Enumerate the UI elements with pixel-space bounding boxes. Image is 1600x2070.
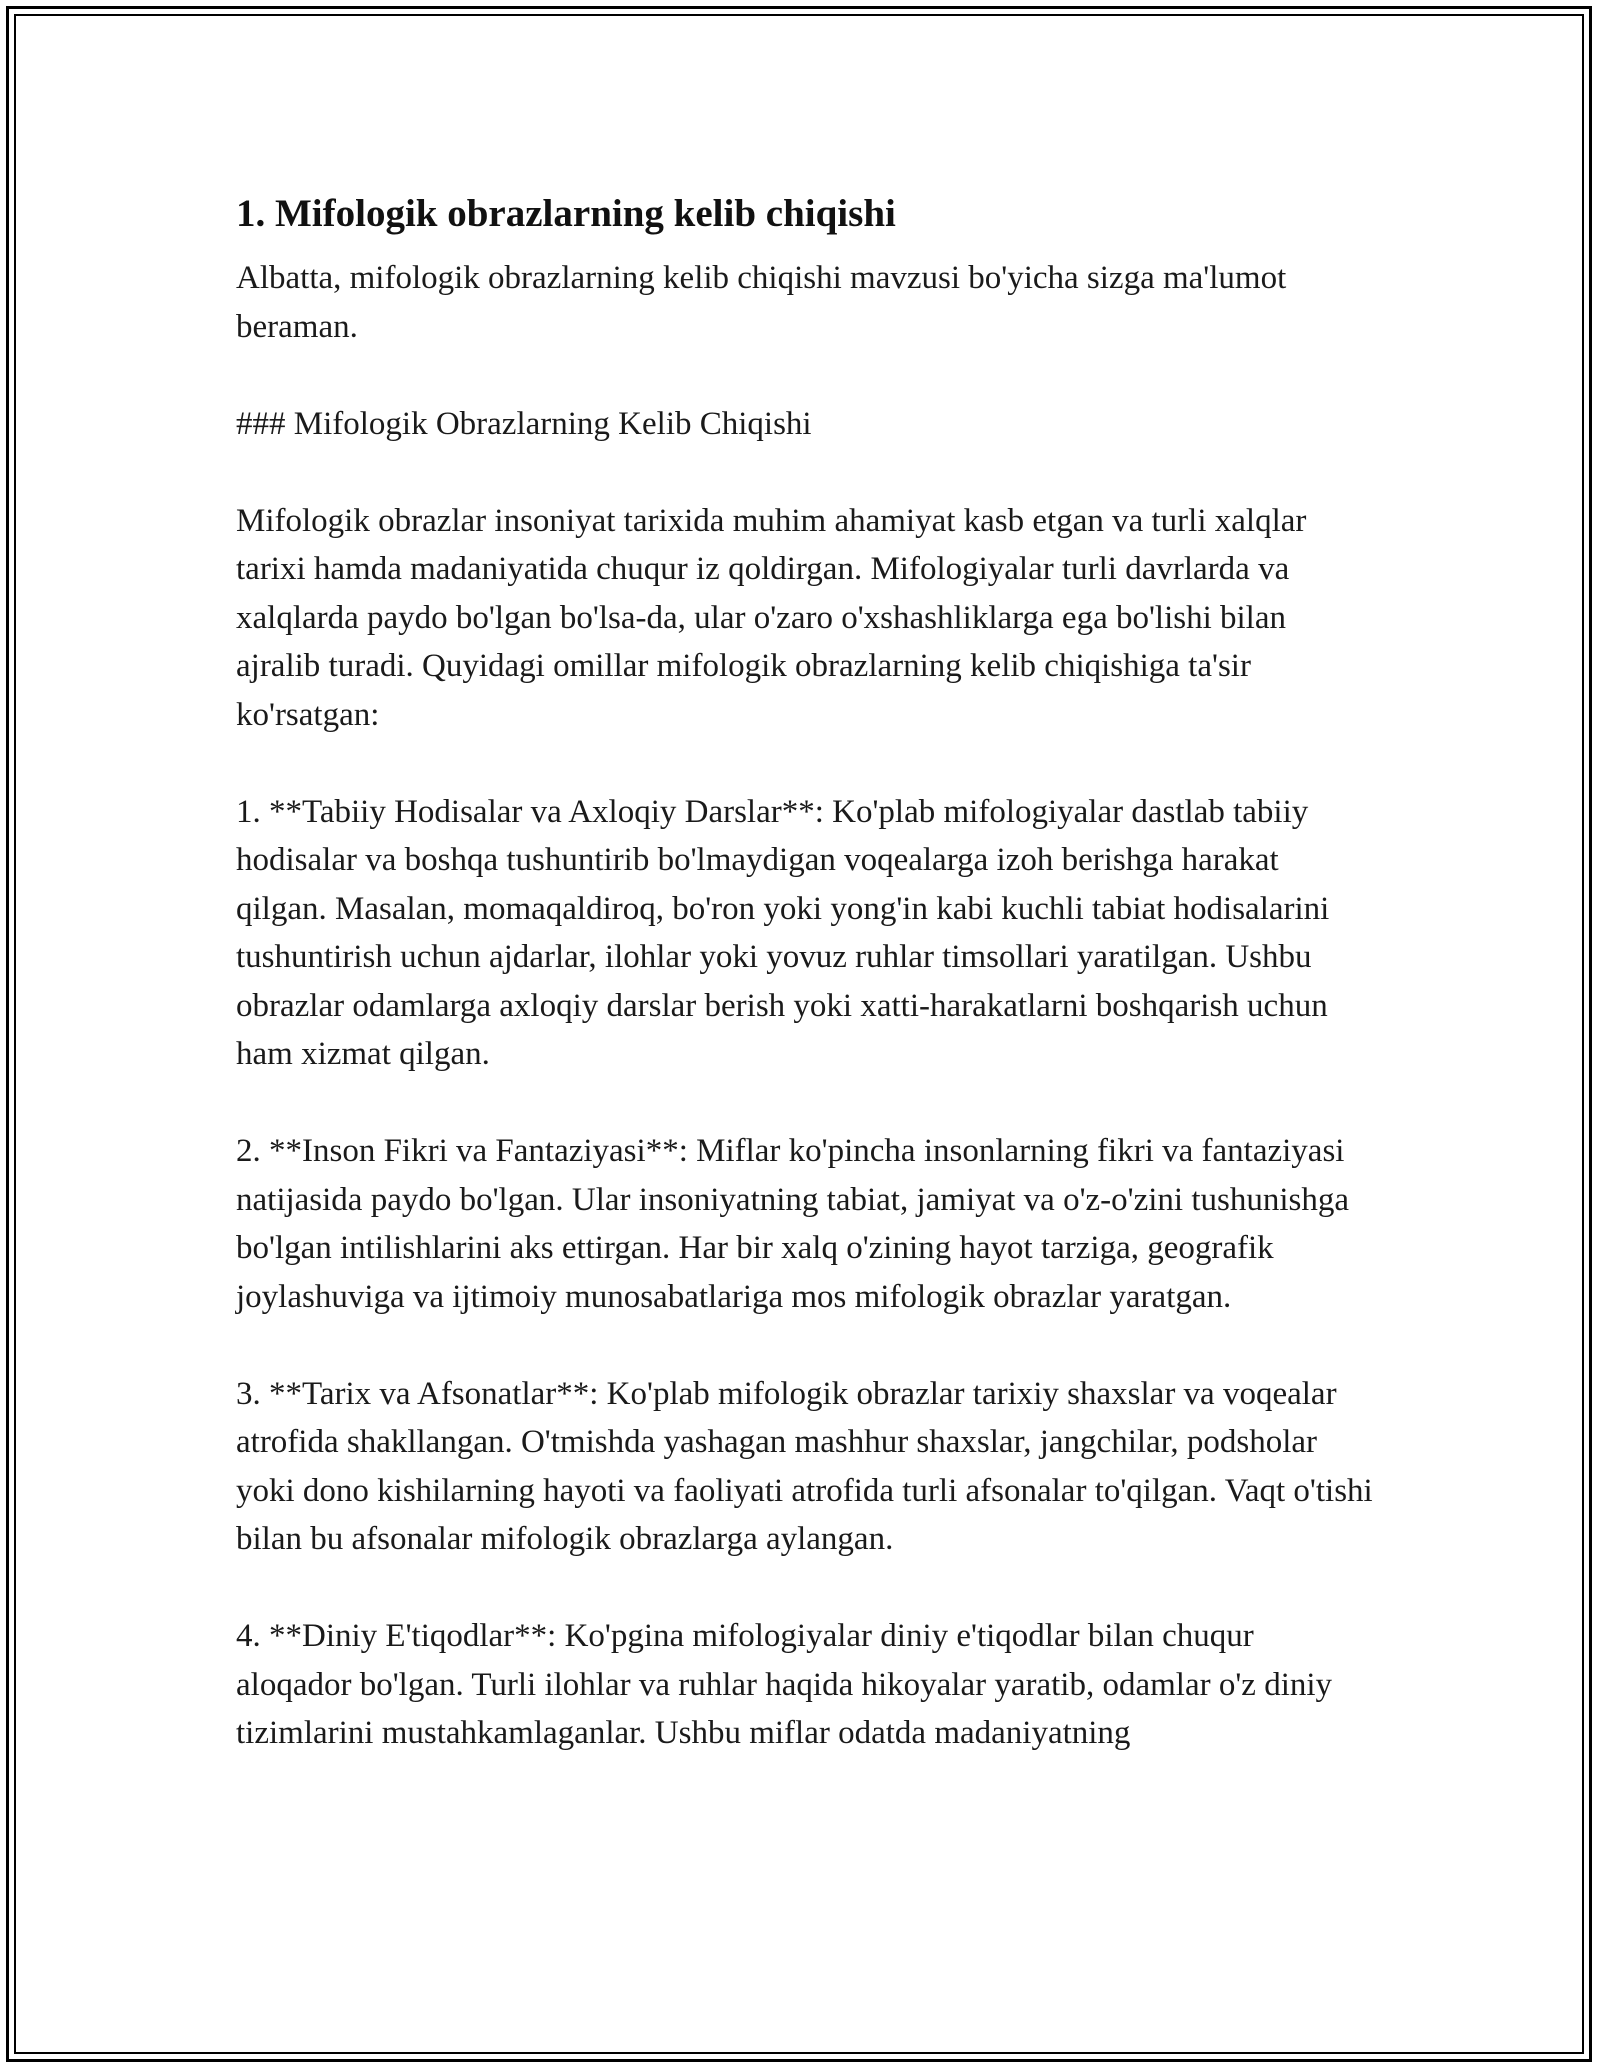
- paragraph-item-3: 3. **Tarix va Afsonatlar**: Ko'plab mifologik obrazlar tarixiy shaxslar va voqealar atrofida shakllangan. O'tmishda yashagan mashhur shaxslar, jangchilar, podsholar yoki dono kishilarning hayoti va faoliyati atrofida turli afsonalar to'qilgan. Vaqt o'tishi bilan bu afsonalar mifologik obrazlarga aylangan.: [236, 1375, 1381, 1557]
- document-title: 1. Mifologik obrazlarning kelib chiqishi: [236, 192, 896, 235]
- paragraph-subheading: ### Mifologik Obrazlarning Kelib Chiqishi: [236, 405, 812, 442]
- paragraph-item-4: 4. **Diniy E'tiqodlar**: Ko'pgina mifologiyalar diniy e'tiqodlar bilan chuqur aloqador bo'lgan. Turli ilohlar va ruhlar haqida hikoyalar yaratib, odamlar o'z diniy tizimlarini mustahkamlaganlar. Ushbu miflar odatda madaniyatning: [236, 1618, 1341, 1751]
- paragraph-intro: Albatta, mifologik obrazlarning kelib chiqishi mavzusi bo'yicha sizga ma'lumot beraman.: [236, 260, 1295, 345]
- document-body: [236, 186, 1381, 1806]
- paragraph-overview: Mifologik obrazlar insoniyat tarixida muhim ahamiyat kasb etgan va turli xalqlar tarixi hamda madaniyatida chuqur iz qoldirgan. Mifologiyalar turli davrlarda va xalqlarda paydo bo'lgan bo'lsa-da, ular o'zaro o'xshashliklarga ega bo'lishi bilan ajralib turadi. Quyidagi omillar mifologik obrazlarning kelib chiqishiga ta'sir ko'rsatgan:: [236, 502, 1315, 733]
- paragraph-item-1: 1. **Tabiiy Hodisalar va Axloqiy Darslar**: Ko'plab mifologiyalar dastlab tabiiy hodisalar va boshqa tushuntirib bo'lmaydigan voqealarga izoh berishga harakat qilgan. Masalan, momaqaldiroq, bo'ron yoki yong'in kabi kuchli tabiat hodisalarini tushuntirish uchun ajdarlar, ilohlar yoki yovuz ruhlar timsollari yaratilgan. Ushbu obrazlar odamlarga axloqiy darslar berish yoki xatti-harakatlarni boshqarish uchun ham xizmat qilgan.: [236, 793, 1338, 1072]
- paragraph-item-2: 2. **Inson Fikri va Fantaziyasi**: Miflar ko'pincha insonlarning fikri va fantaziyasi natijasida paydo bo'lgan. Ular insoniyatning tabiat, jamiyat va o'z-o'zini tushunishga bo'lgan intilishlarini aks ettirgan. Har bir xalq o'zining hayot tarziga, geografik joylashuviga va ijtimoiy munosabatlariga mos mifologik obrazlar yaratgan.: [236, 1133, 1358, 1315]
